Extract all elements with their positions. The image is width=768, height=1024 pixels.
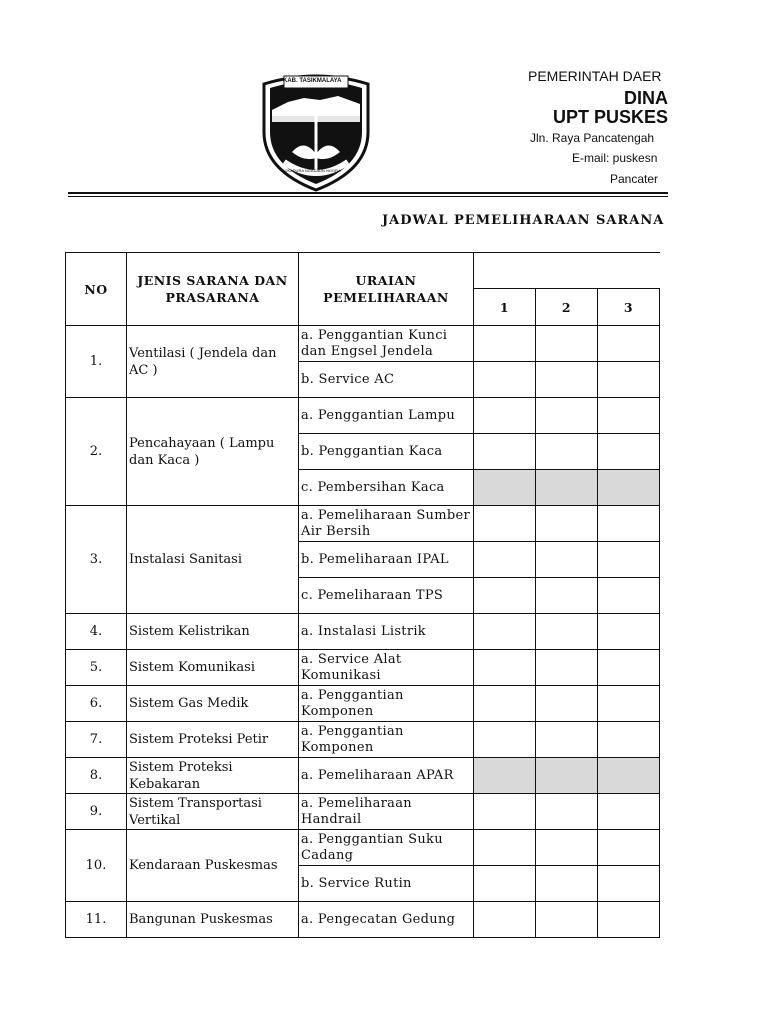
schedule-cell[interactable]	[536, 398, 598, 434]
maintenance-item: b. Pemeliharaan IPAL	[299, 542, 474, 578]
schedule-cell[interactable]	[474, 362, 536, 398]
schedule-cell[interactable]	[536, 650, 598, 686]
maintenance-schedule-table	[65, 252, 660, 938]
schedule-cell[interactable]	[536, 830, 598, 866]
schedule-cell[interactable]	[536, 326, 598, 362]
facility-type: Sistem Proteksi Petir	[127, 722, 299, 758]
row-number: 9.	[66, 794, 127, 830]
schedule-cell[interactable]	[598, 794, 660, 830]
maintenance-item: a. Penggantian Suku Cadang	[299, 830, 474, 866]
header-period-group	[474, 253, 660, 289]
facility-type: Sistem Komunikasi	[127, 650, 299, 686]
schedule-cell[interactable]	[536, 470, 598, 506]
schedule-cell[interactable]	[598, 434, 660, 470]
maintenance-item: a. Penggantian Kunci dan Engsel Jendela	[299, 326, 474, 362]
table-row	[66, 758, 660, 794]
schedule-cell[interactable]	[474, 686, 536, 722]
schedule-cell[interactable]	[474, 866, 536, 902]
facility-type: Sistem Proteksi Kebakaran	[127, 758, 299, 794]
schedule-cell[interactable]	[536, 902, 598, 938]
schedule-cell[interactable]	[536, 686, 598, 722]
row-number: 1.	[66, 326, 127, 398]
schedule-cell[interactable]	[536, 542, 598, 578]
header-uraian: URAIAN PEMELIHARAAN	[299, 253, 474, 326]
maintenance-item: a. Pemeliharaan Sumber Air Bersih	[299, 506, 474, 542]
maintenance-item: c. Pembersihan Kaca	[299, 470, 474, 506]
table-row	[66, 614, 660, 650]
facility-type: Sistem Kelistrikan	[127, 614, 299, 650]
maintenance-item: a. Penggantian Komponen	[299, 722, 474, 758]
header-email: E-mail: puskesn	[572, 151, 658, 165]
maintenance-item: a. Pemeliharaan APAR	[299, 758, 474, 794]
maintenance-item: a. Pemeliharaan Handrail	[299, 794, 474, 830]
facility-type: Kendaraan Puskesmas	[127, 830, 299, 902]
schedule-cell[interactable]	[598, 722, 660, 758]
schedule-cell[interactable]	[598, 362, 660, 398]
schedule-cell[interactable]	[474, 398, 536, 434]
header-rule-thick	[68, 192, 668, 194]
schedule-cell[interactable]	[474, 470, 536, 506]
schedule-cell[interactable]	[536, 434, 598, 470]
table-row	[66, 398, 660, 434]
schedule-cell[interactable]	[598, 866, 660, 902]
schedule-cell[interactable]	[598, 578, 660, 614]
row-number: 8.	[66, 758, 127, 794]
schedule-cell[interactable]	[598, 542, 660, 578]
header-period: 1	[474, 289, 536, 326]
header-agency: DINA	[624, 88, 668, 108]
maintenance-item: a. Pengecatan Gedung	[299, 902, 474, 938]
row-number: 10.	[66, 830, 127, 902]
row-number: 2.	[66, 398, 127, 506]
schedule-cell[interactable]	[598, 470, 660, 506]
header-unit: UPT PUSKES	[553, 107, 669, 127]
table-row	[66, 506, 660, 542]
maintenance-item: a. Service Alat Komunikasi	[299, 650, 474, 686]
table-row	[66, 650, 660, 686]
table-row	[66, 686, 660, 722]
schedule-cell[interactable]	[598, 614, 660, 650]
header-government: PEMERINTAH DAER	[528, 68, 662, 84]
maintenance-item: b. Service Rutin	[299, 866, 474, 902]
schedule-cell[interactable]	[474, 434, 536, 470]
header-address: Jln. Raya Pancatengah	[530, 131, 655, 145]
schedule-cell[interactable]	[536, 362, 598, 398]
header-no: NO	[66, 253, 127, 326]
facility-type: Bangunan Puskesmas	[127, 902, 299, 938]
schedule-cell[interactable]	[474, 542, 536, 578]
schedule-cell[interactable]	[536, 722, 598, 758]
row-number: 11.	[66, 902, 127, 938]
facility-type: Pencahayaan ( Lampu dan Kaca )	[127, 398, 299, 506]
schedule-cell[interactable]	[536, 866, 598, 902]
schedule-cell[interactable]	[474, 650, 536, 686]
schedule-cell[interactable]	[536, 506, 598, 542]
maintenance-item: b. Service AC	[299, 362, 474, 398]
schedule-cell[interactable]	[598, 326, 660, 362]
table-row	[66, 722, 660, 758]
schedule-cell[interactable]	[598, 506, 660, 542]
table-row	[66, 326, 660, 362]
regency-emblem-icon	[258, 70, 374, 192]
header-jenis: JENIS SARANA DAN PRASARANA	[127, 253, 299, 326]
row-number: 7.	[66, 722, 127, 758]
facility-type: Ventilasi ( Jendela dan AC )	[127, 326, 299, 398]
schedule-cell[interactable]	[474, 902, 536, 938]
maintenance-item: a. Penggantian Lampu	[299, 398, 474, 434]
header-period: 3	[598, 289, 660, 326]
table-row	[66, 902, 660, 938]
document-title: JADWAL PEMELIHARAAN SARANA	[382, 213, 665, 228]
header-rule-thin	[68, 196, 668, 197]
maintenance-item: c. Pemeliharaan TPS	[299, 578, 474, 614]
facility-type: Sistem Gas Medik	[127, 686, 299, 722]
header-city: Pancater	[610, 172, 659, 186]
row-number: 5.	[66, 650, 127, 686]
schedule-cell[interactable]	[598, 686, 660, 722]
row-number: 4.	[66, 614, 127, 650]
schedule-cell[interactable]	[536, 578, 598, 614]
maintenance-item: a. Penggantian Komponen	[299, 686, 474, 722]
logo-caption-bottom: SUKAPURA NGADAUN NGORA	[282, 168, 341, 173]
schedule-cell[interactable]	[474, 758, 536, 794]
row-number: 3.	[66, 506, 127, 614]
schedule-cell[interactable]	[536, 794, 598, 830]
table-row	[66, 830, 660, 866]
schedule-cell[interactable]	[474, 830, 536, 866]
schedule-cell[interactable]	[474, 614, 536, 650]
schedule-cell[interactable]	[536, 614, 598, 650]
schedule-cell[interactable]	[474, 506, 536, 542]
facility-type: Instalasi Sanitasi	[127, 506, 299, 614]
facility-type: Sistem Transportasi Vertikal	[127, 794, 299, 830]
schedule-cell[interactable]	[598, 650, 660, 686]
schedule-cell[interactable]	[474, 722, 536, 758]
schedule-cell[interactable]	[598, 398, 660, 434]
row-number: 6.	[66, 686, 127, 722]
schedule-cell[interactable]	[598, 758, 660, 794]
schedule-cell[interactable]	[474, 578, 536, 614]
logo-caption-top: KAB. TASIKMALAYA	[283, 78, 342, 84]
schedule-cell[interactable]	[598, 902, 660, 938]
schedule-cell[interactable]	[474, 794, 536, 830]
table-row	[66, 794, 660, 830]
header-period: 2	[536, 289, 598, 326]
schedule-cell[interactable]	[474, 326, 536, 362]
schedule-cell[interactable]	[536, 758, 598, 794]
schedule-cell[interactable]	[598, 830, 660, 866]
maintenance-item: b. Penggantian Kaca	[299, 434, 474, 470]
maintenance-item: a. Instalasi Listrik	[299, 614, 474, 650]
